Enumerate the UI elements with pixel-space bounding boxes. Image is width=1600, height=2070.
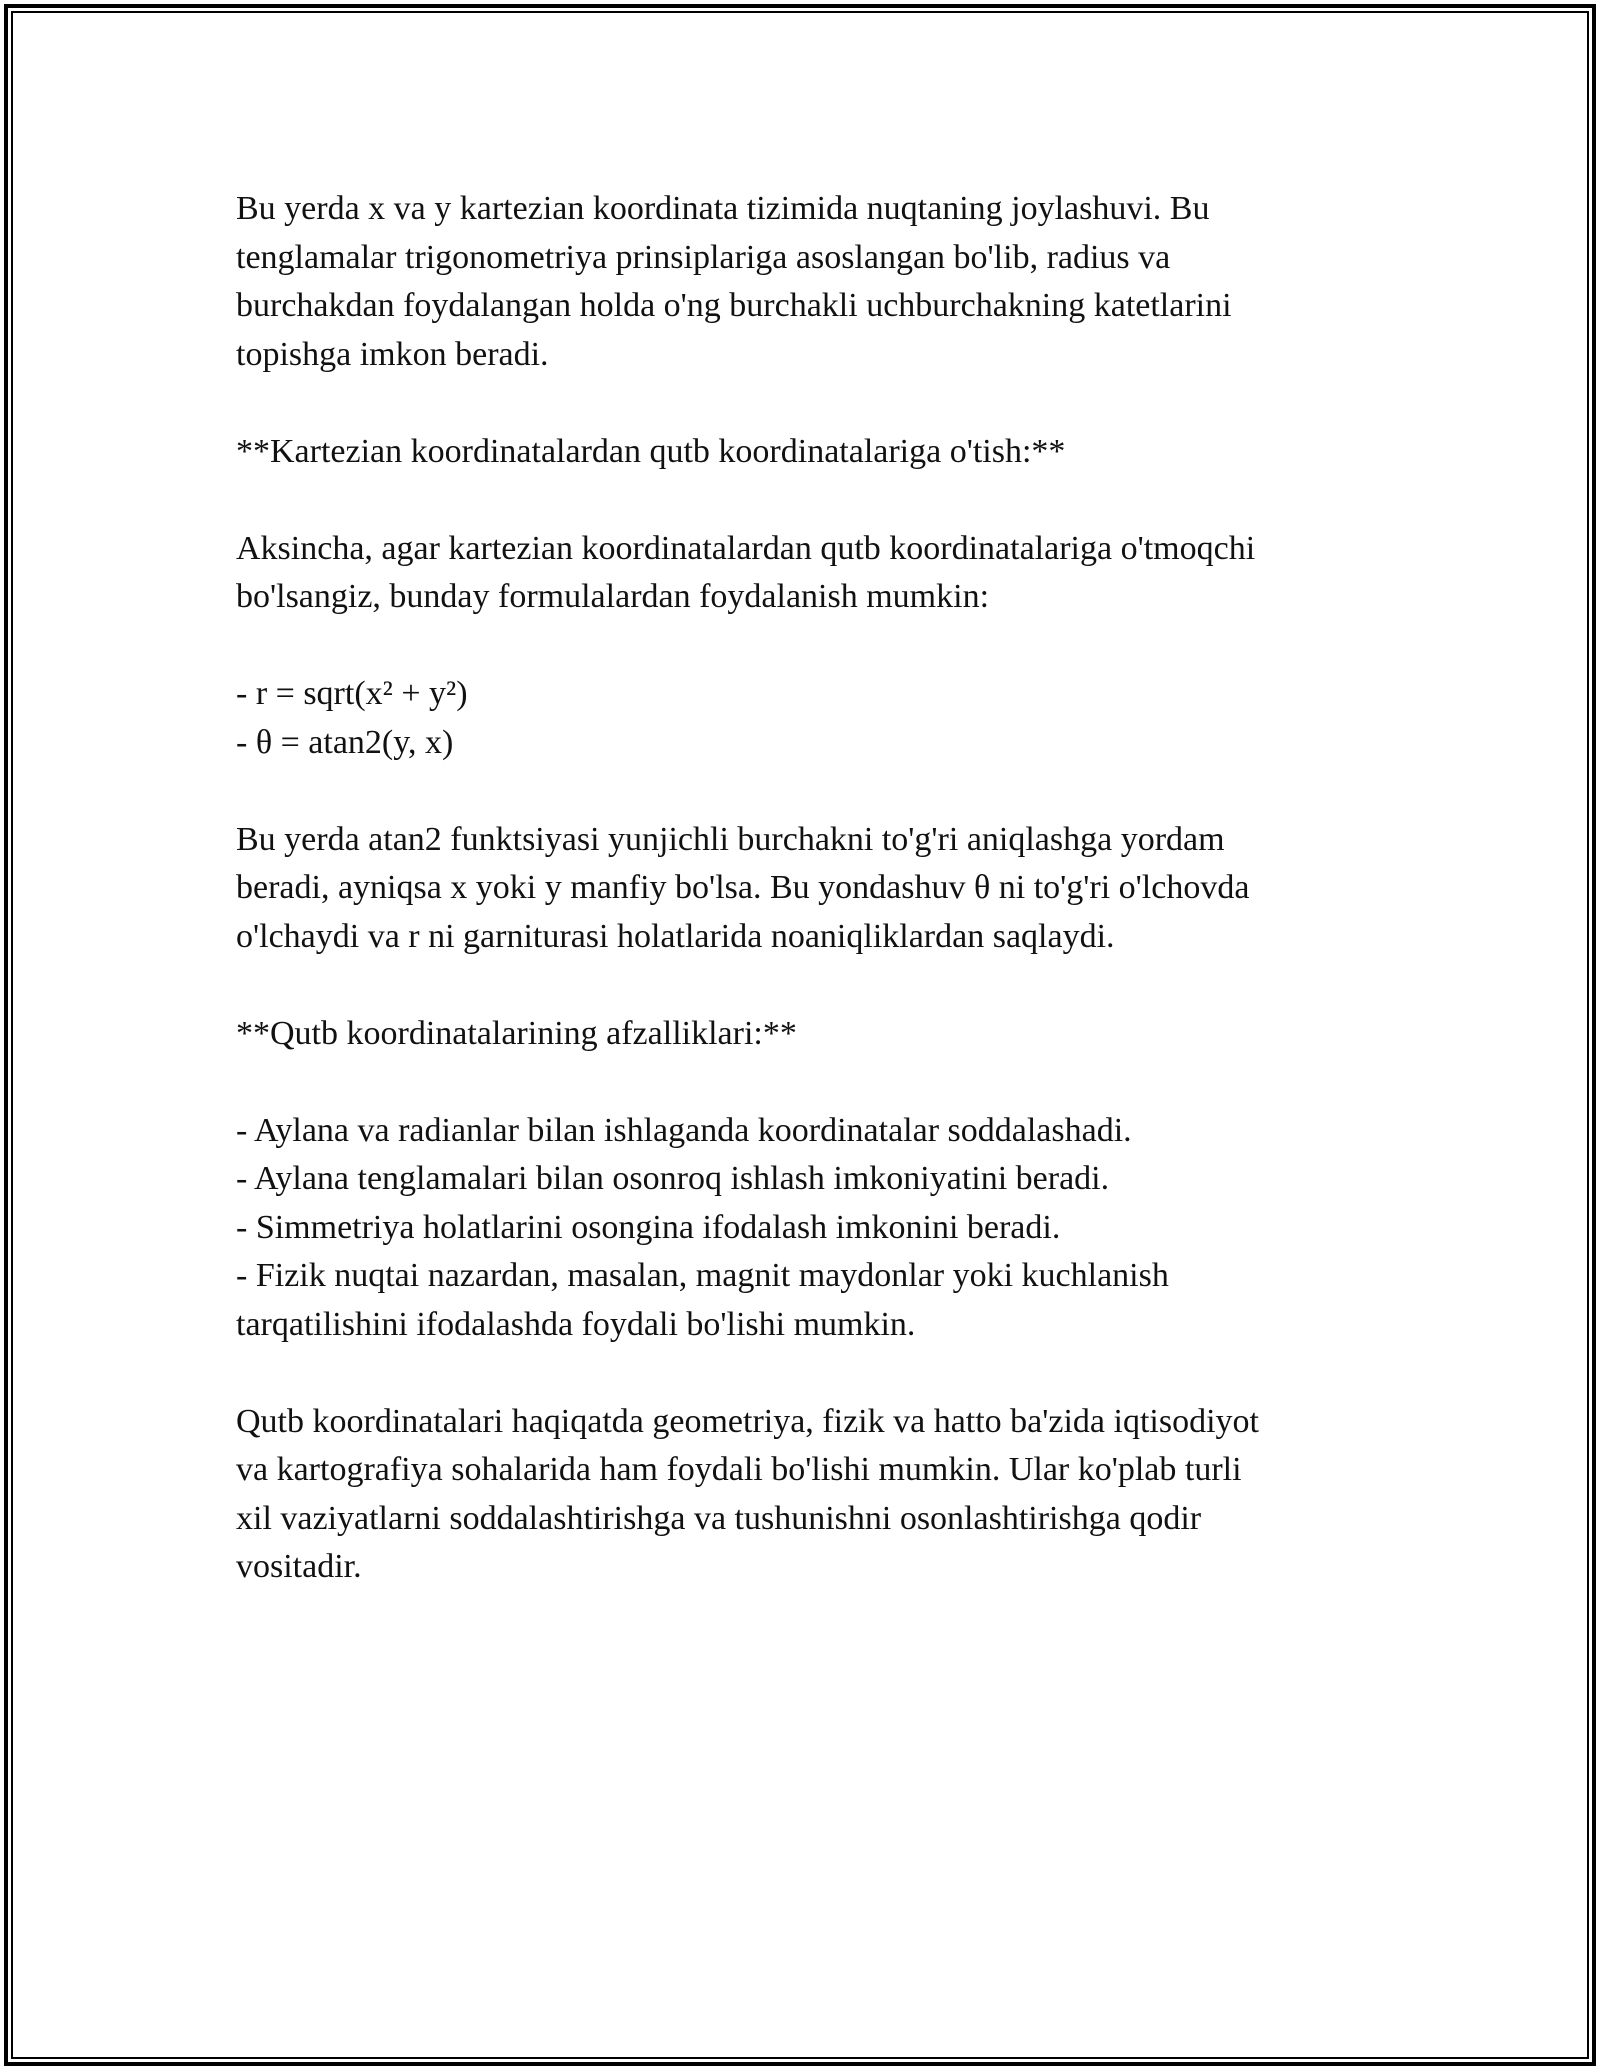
text-line: **Kartezian koordinatalardan qutb koordinatalariga o'tish:** [236, 432, 1066, 470]
paragraph-intro [236, 185, 1366, 379]
text-line: Bu yerda atan2 funktsiyasi yunjichli burchakni to'g'ri aniqlashga yordam [236, 820, 1225, 858]
paragraph-atan2 [236, 816, 1366, 962]
text-line: xil vaziyatlarni soddalashtirishga va tushunishni osonlashtirishga qodir [236, 1499, 1202, 1537]
list-item: - Simmetriya holatlarini osongina ifodalash imkonini beradi. [236, 1208, 1061, 1246]
document-body [236, 185, 1366, 1640]
text-line: bo'lsangiz, bunday formulalardan foydalanish mumkin: [236, 578, 990, 615]
formula-angle: - θ = atan2(y, x) [236, 723, 454, 761]
text-line: va kartografiya sohalarida ham foydali bo'lishi mumkin. Ular ko'plab turli [236, 1451, 1242, 1488]
text-line: tenglamalar trigonometriya prinsiplariga asoslangan bo'lib, radius va [236, 238, 1171, 276]
list-item: - Aylana tenglamalari bilan osonroq ishlash imkoniyatini beradi. [236, 1160, 1110, 1197]
text-line: topishga imkon beradi. [236, 335, 549, 373]
text-line: burchakdan foydalangan holda o'ng burchakli uchburchakning katetlarini [236, 287, 1232, 324]
paragraph-conclusion [236, 1398, 1366, 1592]
text-line: Qutb koordinatalari haqiqatda geometriya, fizik va hatto ba'zida iqtisodiyot [236, 1402, 1259, 1440]
list-item: - Aylana va radianlar bilan ishlaganda koordinatalar soddalashadi. [236, 1111, 1132, 1149]
formula-radius: - r = sqrt(x² + y²) [236, 675, 468, 712]
text-line: o'lchaydi va r ni garniturasi holatlarida noaniqliklardan saqlaydi. [236, 917, 1115, 955]
list-item-continuation: tarqatilishini ifodalashda foydali bo'lishi mumkin. [236, 1305, 916, 1343]
paragraph-conversion [236, 525, 1366, 622]
formula-list [236, 670, 1366, 767]
text-line: Bu yerda x va y kartezian koordinata tizimida nuqtaning joylashuvi. Bu [236, 190, 1210, 227]
text-line: vositadir. [236, 1548, 362, 1585]
text-line: **Qutb koordinatalarining afzalliklari:** [236, 1014, 797, 1052]
list-item: - Fizik nuqtai nazardan, masalan, magnit maydonlar yoki kuchlanish [236, 1257, 1169, 1294]
text-line: beradi, ayniqsa x yoki y manfiy bo'lsa. Bu yondashuv θ ni to'g'ri o'lchovda [236, 869, 1250, 906]
advantages-list [236, 1107, 1366, 1350]
text-line: Aksincha, agar kartezian koordinatalardan qutb koordinatalariga o'tmoqchi [236, 529, 1256, 567]
heading-advantages [236, 1010, 1366, 1059]
heading-cartesian-to-polar [236, 428, 1366, 477]
